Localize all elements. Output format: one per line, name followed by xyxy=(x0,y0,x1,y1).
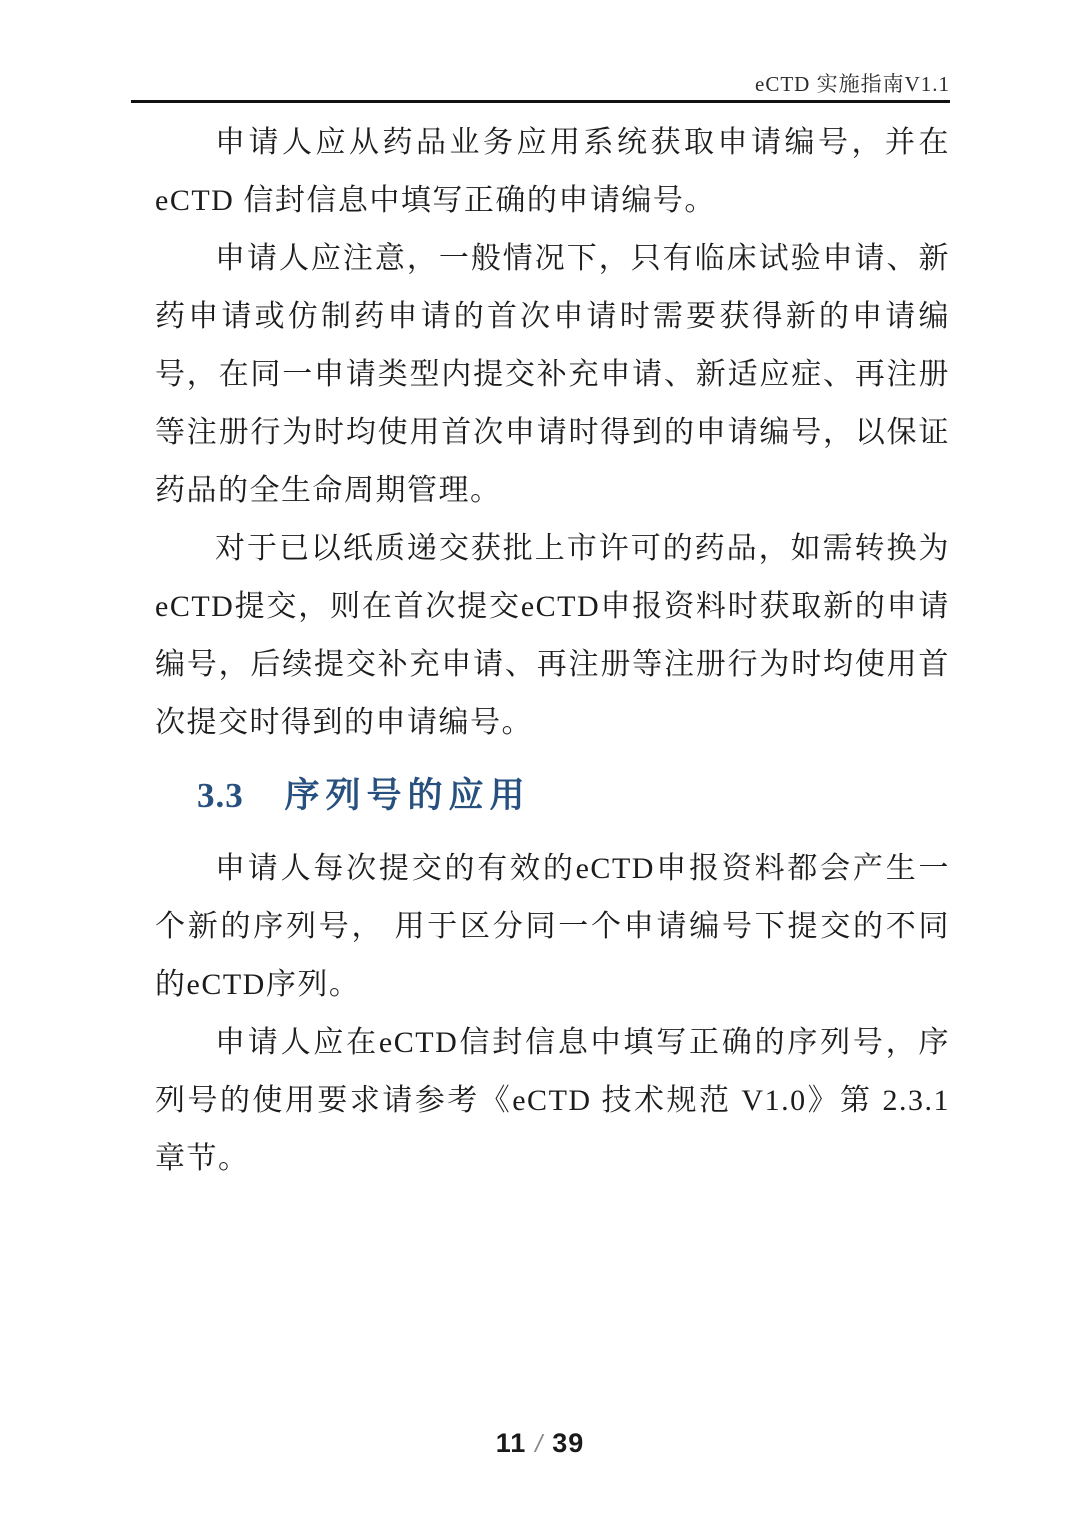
header-rule xyxy=(131,100,950,103)
section-heading xyxy=(155,767,950,825)
section-heading-title: 序列号的应用 xyxy=(284,776,531,815)
paragraph-paper-to-ectd-conversion: 对于已以纸质递交获批上市许可的药品，如需转换为eCTD提交，则在首次提交eCTD申报资料时获取新的申请编号，后续提交补充申请、再注册等注册行为时均使用首次提交时得到的申请编号。 xyxy=(155,532,950,739)
header-doc-title: eCTD 实施指南V1.1 xyxy=(755,72,950,96)
paragraph-sequence-number-generation: 申请人每次提交的有效的eCTD申报资料都会产生一个新的序列号， 用于区分同一个申请编号下提交的不同的eCTD序列。 xyxy=(155,852,950,1001)
page-content xyxy=(155,114,950,1188)
paragraph-application-number-notice: 申请人应注意，一般情况下，只有临床试验申请、新药申请或仿制药申请的首次申请时需要获得新的申请编号，在同一申请类型内提交补充申请、新适应症、再注册等注册行为时均使用首次申请时得到的申请编号，以保证药品的全生命周期管理。 xyxy=(155,242,950,507)
section-heading-number: 3.3 xyxy=(197,776,244,815)
page-footer xyxy=(0,1428,1080,1459)
page-number-separator: / xyxy=(535,1430,544,1458)
paragraph-sequence-number-requirement: 申请人应在eCTD信封信息中填写正确的序列号，序列号的使用要求请参考《eCTD 技术规范 V1.0》第 2.3.1 章节。 xyxy=(155,1026,950,1175)
page-number-current: 11 xyxy=(495,1428,527,1458)
paragraph-application-number-obtain: 申请人应从药品业务应用系统获取申请编号，并在eCTD 信封信息中填写正确的申请编号。 xyxy=(155,126,950,217)
page-number-total: 39 xyxy=(552,1428,585,1458)
